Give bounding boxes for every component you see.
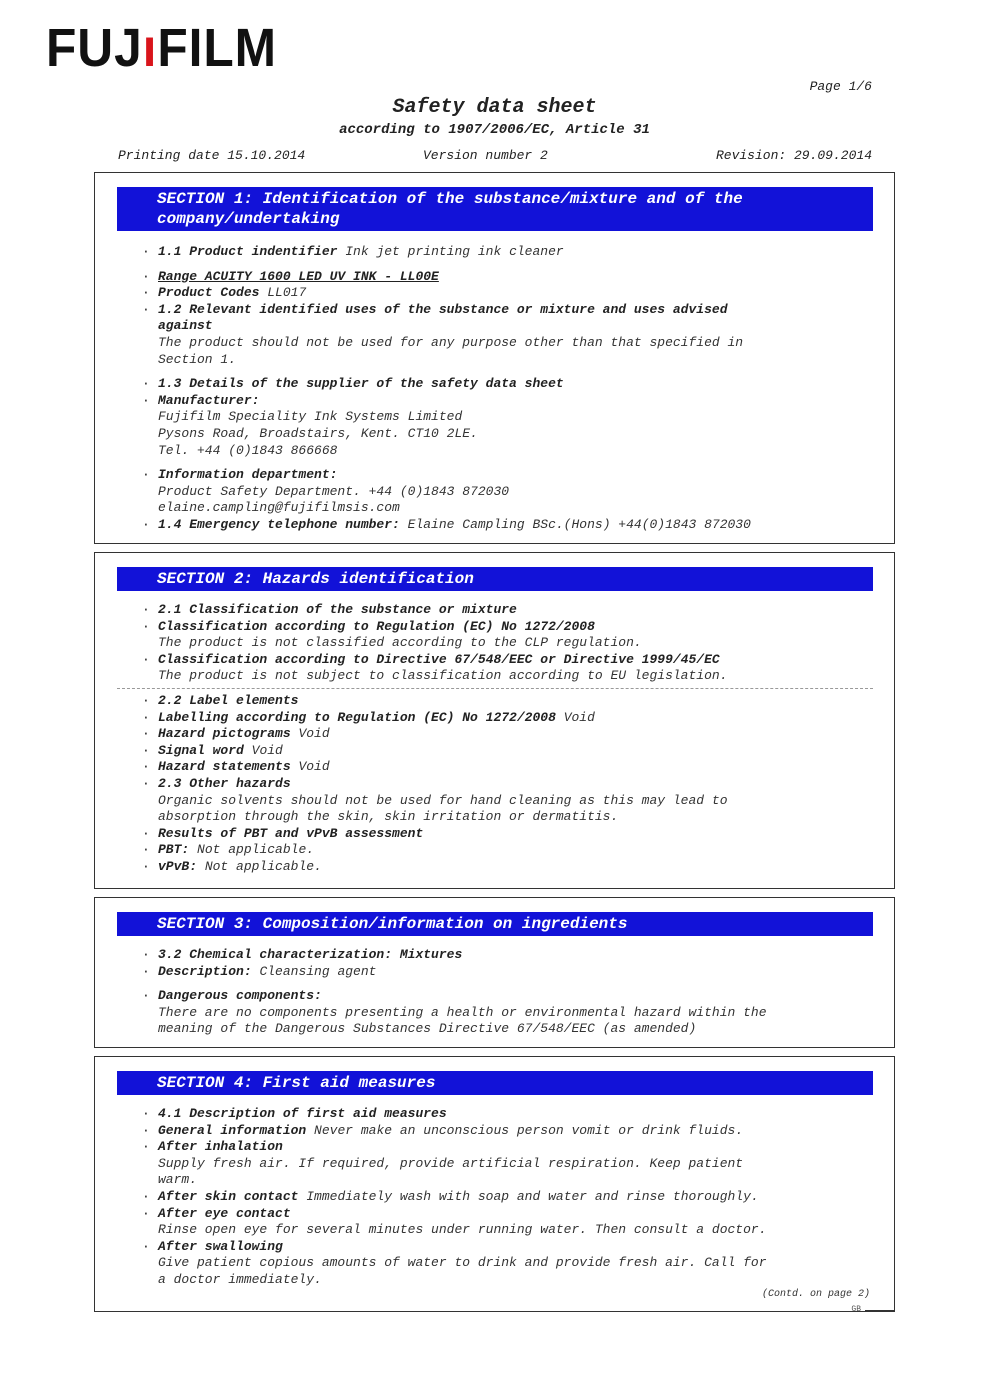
pbt-results: · Results of PBT and vPvB assessment — [142, 825, 424, 841]
classification-directive: · Classification according to Directive 67/548/EEC or Directive 1999/45/EC — [142, 651, 720, 667]
revision-date: Revision: 29.09.2014 — [715, 148, 872, 163]
page-number: Page 1/6 — [809, 79, 872, 94]
after-skin-contact: · After skin contact Immediately wash with soap and water and rinse thoroughly. — [142, 1188, 759, 1204]
pbt: · PBT: Not applicable. — [142, 842, 315, 858]
after-eye-contact: · After eye contact — [142, 1205, 291, 1221]
section-3-box — [94, 897, 895, 1048]
document-subtitle: according to 1907/2006/EC, Article 31 — [339, 122, 650, 138]
general-information: · General information Never make an unconscious person vomit or drink fluids. — [142, 1122, 744, 1138]
printing-date: Printing date 15.10.2014 — [118, 148, 306, 163]
classification-substance: · 2.1 Classification of the substance or mixture — [142, 602, 517, 617]
relevant-uses: · 1.2 Relevant identified uses of the substance or mixture and uses advised — [142, 301, 728, 317]
section-1-title-line1: SECTION 1: Identification of the substance/mixture and of the — [157, 190, 743, 208]
section-2-content: · 2.1 Classification of the substance or mixture · Classification according to Regulation (EC) No 1272/2008 The product is not classified according to the CLP regulation. · Classification according to Directive 67/548/EEC or Directive 1999/45/EC The product is not subject to classification according to EU legislation. · 2.2 Label elements · Labelling according to Regulation (EC) No 1272/2008 Void · Hazard pictograms Void · Signal word Void · Hazard statements Void · 2.3 Other hazards Organic solvents should not be used for hand cleaning as this may lead to absorption through the skin, skin irritation or dermatitis. · Results of PBT and vPvB assessment · PBT: Not applicable. · vPvB: Not applicable. — [142, 602, 872, 876]
section-1-box — [94, 172, 895, 544]
emergency-telephone: · 1.4 Emergency telephone number: Elaine Campling BSc.(Hons) +44(0)1843 872030 — [142, 516, 751, 532]
product-range: · Range ACUITY 1600 LED UV INK - LL00E — [142, 268, 439, 284]
section-4-content: · 4.1 Description of first aid measures · General information Never make an unconscious person vomit or drink fluids. · After inhalation Supply fresh air. If required, provide artificial respiration. Keep patient warm. · After skin contact Immediately wash with soap and water and rinse thoroughly. · After eye contact Rinse open eye for several minutes under running water. Then consult a doctor. · After swallowing Give patient copious amounts of water to drink and provide fresh air. Call for a doctor immediately. — [142, 1106, 872, 1289]
description: · Description: Cleansing agent — [142, 963, 377, 979]
signal-word: · Signal word Void — [142, 742, 283, 758]
labelling-regulation: · Labelling according to Regulation (EC) No 1272/2008 Void — [142, 709, 595, 725]
section-3-header: SECTION 3: Composition/information on ingredients — [117, 912, 873, 936]
document-title: Safety data sheet — [392, 96, 597, 119]
classification-regulation: · Classification according to Regulation (EC) No 1272/2008 — [142, 618, 595, 634]
section-4-header: SECTION 4: First aid measures — [117, 1071, 873, 1095]
divider — [117, 688, 873, 689]
information-department: · Information department: — [142, 467, 338, 483]
section-2-header: SECTION 2: Hazards identification — [117, 567, 873, 591]
other-hazards: · 2.3 Other hazards — [142, 775, 291, 791]
section-4-box — [94, 1056, 895, 1312]
continued-note: (Contd. on page 2) — [761, 1289, 870, 1300]
language-code: GB — [851, 1305, 861, 1314]
section-1-header — [117, 187, 873, 231]
section-3-content: · 3.2 Chemical characterization: Mixtures · Description: Cleansing agent · Dangerous components: There are no components presenting a health or environmental hazard within the meaning of the Dangerous Substances Directive 67/548/EEC (as amended) — [142, 947, 872, 1038]
first-aid-description: · 4.1 Description of first aid measures — [142, 1106, 447, 1121]
dangerous-components: · Dangerous components: — [142, 988, 322, 1004]
supplier-details: · 1.3 Details of the supplier of the safety data sheet — [142, 376, 564, 392]
label-elements: · 2.2 Label elements — [142, 692, 299, 708]
chemical-characterization: · 3.2 Chemical characterization: Mixtures — [142, 947, 463, 962]
product-identifier: · 1.1 Product indentifier Ink jet printing ink cleaner — [142, 244, 564, 259]
product-codes: · Product Codes LL017 — [142, 285, 307, 301]
fujifilm-logo: FUJıFILM — [46, 18, 277, 78]
hazard-statements: · Hazard statements Void — [142, 759, 330, 775]
hazard-pictograms: · Hazard pictograms Void — [142, 726, 330, 742]
section-1-title-line2: company/undertaking — [157, 210, 340, 228]
vpvb: · vPvB: Not applicable. — [142, 858, 322, 874]
after-swallowing: · After swallowing — [142, 1238, 283, 1254]
contact-email: elaine.campling@fujifilmsis.com — [158, 500, 400, 516]
section-2-box — [94, 552, 895, 889]
footer-rule — [865, 1310, 895, 1311]
after-inhalation: · After inhalation — [142, 1139, 283, 1155]
manufacturer: · Manufacturer: — [142, 392, 260, 408]
version-number: Version number 2 — [423, 148, 548, 163]
section-1-content: · 1.1 Product indentifier Ink jet printing ink cleaner · Range ACUITY 1600 LED UV INK - LL00E · Product Codes LL017 · 1.2 Relevant identified uses of the substance or mixture and uses advised against The product should not be used for any purpose other than that specified in Section 1. · 1.3 Details of the supplier of the safety data sheet · Manufacturer: Fujifilm Speciality Ink Systems Limited Pysons Road, Broadstairs, Kent. CT10 2LE. Tel. +44 (0)1843 866668 · Information department: Product Safety Department. +44 (0)1843 872030 elaine.campling@fujifilmsis.com · 1.4 Emergency telephone number: Elaine Campling BSc.(Hons) +44(0)1843 872030 — [142, 244, 872, 534]
